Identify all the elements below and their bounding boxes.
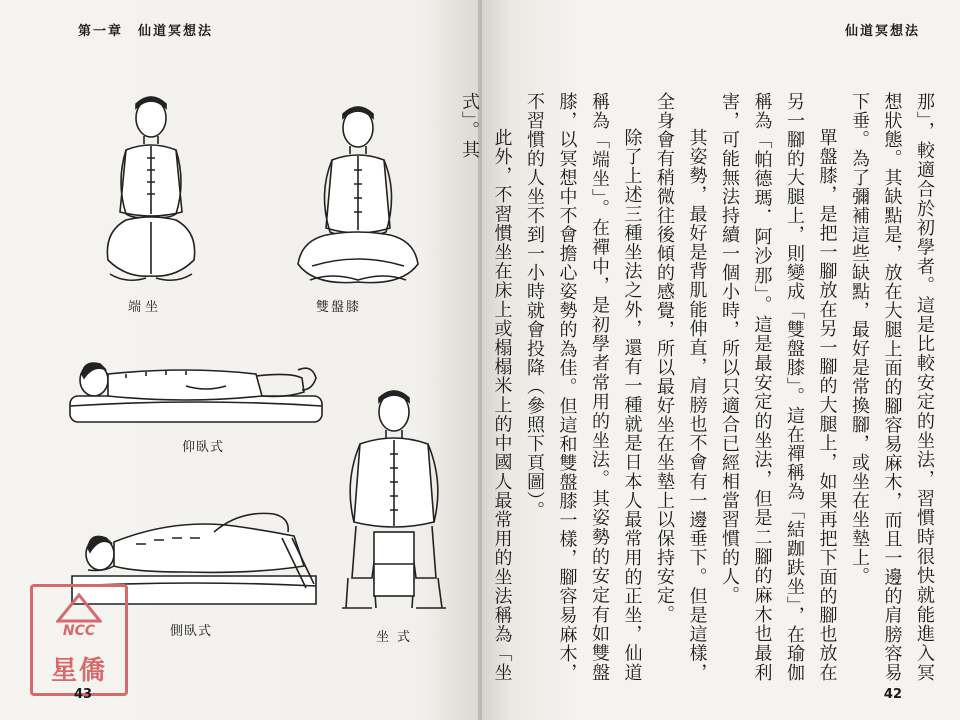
- running-head-left: 第一章 仙道冥想法: [78, 24, 214, 39]
- page-number-left: 43: [74, 687, 93, 702]
- seiza-illustration: [96, 92, 206, 286]
- caption-side-lying: 側臥式: [170, 624, 213, 639]
- caption-supine: 仰臥式: [182, 440, 225, 455]
- paragraph: 除了上述三種坐法之外，還有一種就是日本人最常用的正坐，仙道稱為「端坐」。在禪中，是初學者常用的坐法。其姿勢的安定有如雙盤膝，以冥想中不會擔心姿勢的為佳。但這和雙盤膝一樣，腳容易麻木，不習慣的人坐不到一小時就會投降（參照下頁圖）。: [524, 92, 643, 682]
- caption-chair: 坐式: [376, 630, 419, 645]
- supine-illustration: [66, 352, 326, 426]
- caption-full-lotus: 雙盤膝: [316, 300, 362, 315]
- right-page: [459, 0, 960, 720]
- left-page: [0, 0, 478, 720]
- paragraph: 其姿勢，最好是背肌能伸直，肩膀也不會有一邊垂下。但是這樣，全身會有稍微往後傾的感覺，所以最好坐在坐墊上以保持安定。: [654, 92, 708, 682]
- ncc-logo-stamp: [30, 584, 128, 696]
- paragraph: 那」，較適合於初學者。這是比較安定的坐法，習慣時很快就能進入冥想狀態。其缺點是，放在大腿上面的腳容易麻木，而且一邊的肩膀容易下垂。為了彌補這些缺點，最好是常換腳，或坐在坐墊上。: [849, 92, 935, 682]
- paragraph: 此外，不習慣坐在床上或榻榻米上的中國人最常用的坐法稱為「坐式」。其: [459, 92, 513, 682]
- triangle-icon: [56, 593, 102, 623]
- page-number-right: 42: [883, 687, 902, 702]
- stamp-name: 星僑: [50, 656, 107, 686]
- caption-seiza: 端坐: [128, 300, 163, 315]
- stamp-abbreviation: NCC: [62, 623, 96, 639]
- full-lotus-illustration: [292, 104, 424, 294]
- running-head-right: 仙道冥想法: [844, 24, 920, 39]
- chair-sitting-illustration: [338, 382, 450, 618]
- paragraph: 單盤膝，是把一腳放在另一腳的大腿上，如果再把下面的腳也放在另一腳的大腿上，則變成「雙盤膝」。這在禪稱為「結跏趺坐」，在瑜伽稱為「帕德瑪．阿沙那」。這是最安定的坐法，但是二腳的麻木也最利害，可能無法持續一個小時，所以只適合已經相當習慣的人。: [719, 92, 838, 682]
- body-text: [459, 92, 940, 682]
